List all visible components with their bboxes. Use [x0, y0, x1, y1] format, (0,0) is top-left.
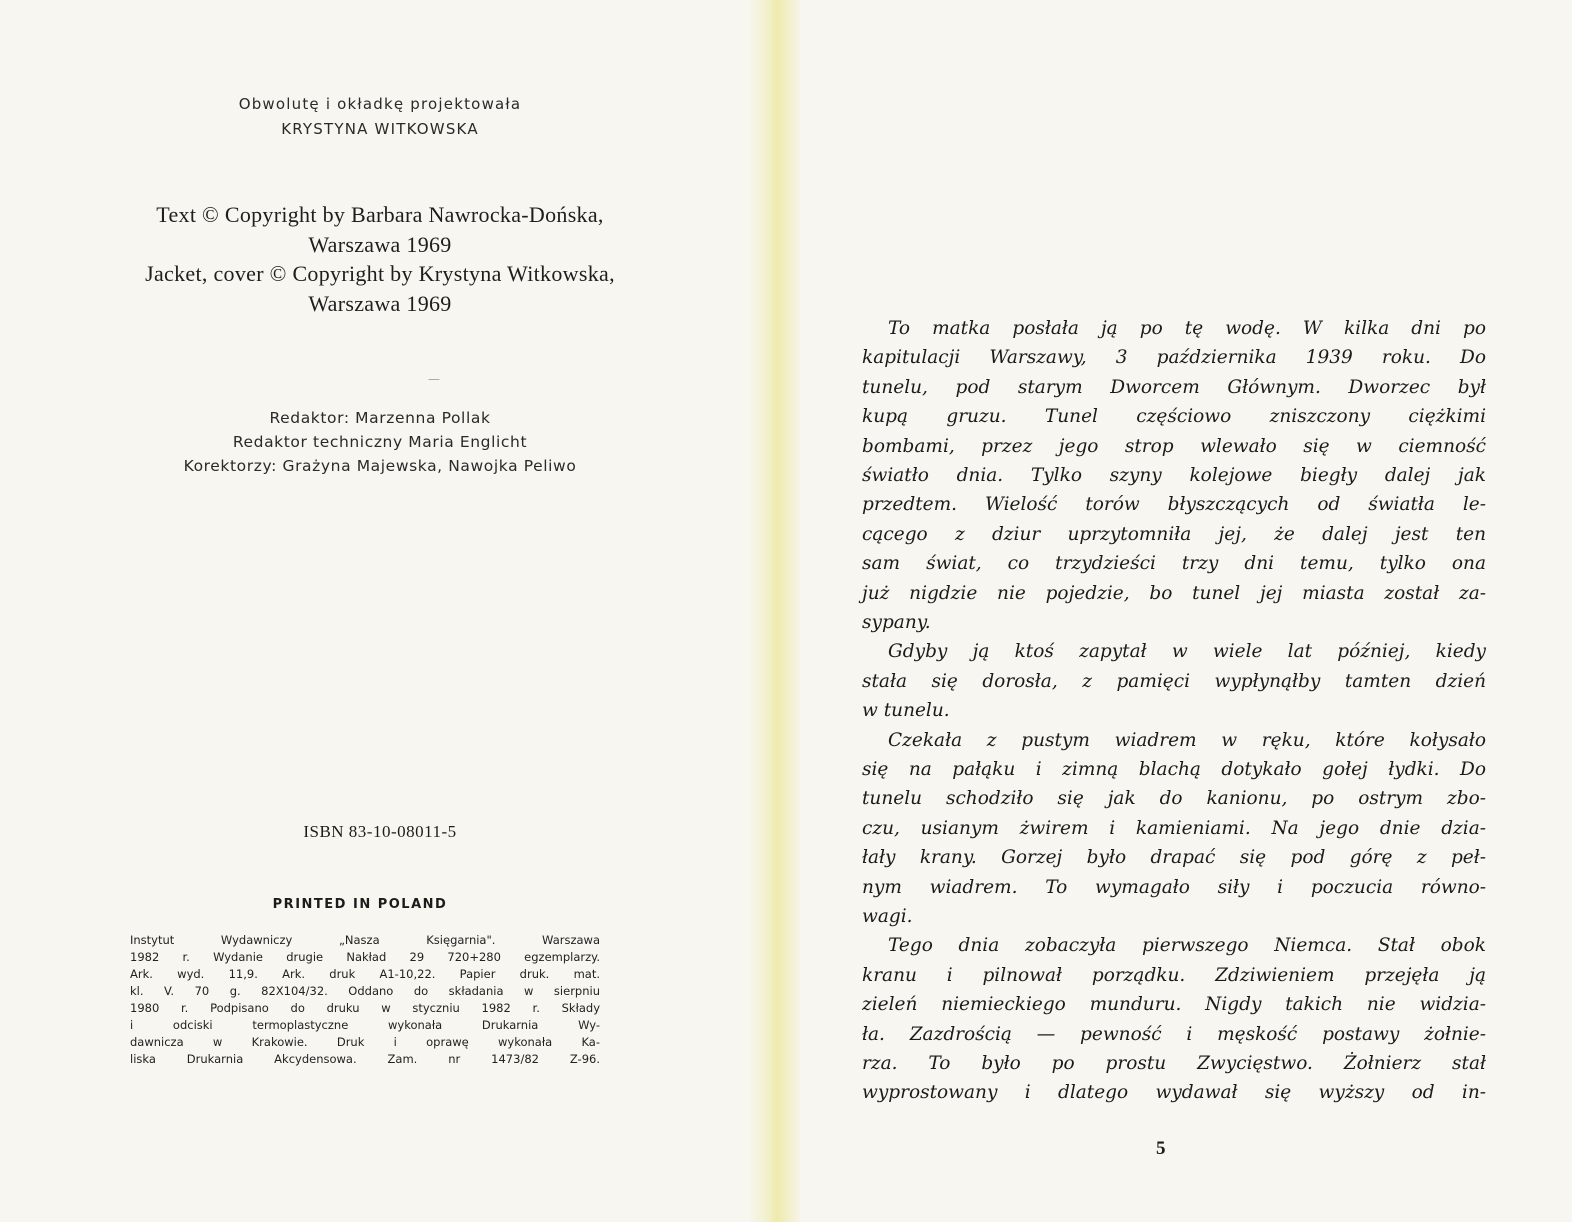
body-text-line: wyprostowany i dlatego wydawał się wyższy od in-: [862, 1082, 1486, 1103]
body-text-line: Gdyby ją ktoś zapytał w wiele lat później, kiedy: [888, 641, 1486, 662]
body-text-line: nym wiadrem. To wymagało siły i poczucia równo-: [862, 877, 1486, 898]
imprint-line: Ark. wyd. 11,9. Ark. druk A1-10,22. Papier druk. mat.: [130, 967, 600, 981]
copyright-line-2: Warszawa 1969: [308, 232, 452, 257]
text-page: [800, 0, 1572, 1222]
page-number: 5: [1156, 1138, 1166, 1159]
body-text-line: rza. To było po prostu Zwycięstwo. Żołnierz stał: [862, 1053, 1486, 1074]
body-text-line: kranu i pilnował porządku. Zdziwieniem przejęła ją: [862, 965, 1486, 986]
body-text-line: bombami, przez jego strop wlewało się w ciemność: [862, 436, 1486, 457]
body-text-line: stała się dorosła, z pamięci wypłynąłby tamten dzień: [862, 671, 1486, 692]
imprint-line: kl. V. 70 g. 82X104/32. Oddano do składania w sierpniu: [130, 984, 600, 998]
copyright-line-4: Warszawa 1969: [308, 291, 452, 316]
body-text-line: ła. Zazdrością — pewność i męskość postawy żołnie-: [862, 1024, 1486, 1045]
body-text-line: sam świat, co trzydzieści trzy dni temu, tylko ona: [862, 553, 1486, 574]
body-text-line: Czekała z pustym wiadrem w ręku, które kołysało: [888, 730, 1486, 751]
copyright-line-3: Jacket, cover © Copyright by Krystyna Witkowska,: [145, 261, 615, 286]
body-text-line: tunelu, pod starym Dworcem Głównym. Dworzec był: [862, 377, 1486, 398]
body-text-line: łały krany. Gorzej było drapać się pod górę z peł-: [862, 847, 1486, 868]
body-text-line: kapitulacji Warszawy, 3 października 1939 roku. Do: [862, 347, 1486, 368]
body-text-line: wagi.: [862, 906, 913, 927]
design-credit-line-1: Obwolutę i okładkę projektowała: [238, 95, 522, 113]
body-text-line: To matka posłała ją po tę wodę. W kilka dni po: [888, 318, 1486, 339]
body-text-line: tunelu schodziło się jak do kanionu, po ostrym zbo-: [862, 788, 1486, 809]
proofreaders-line: Korektorzy: Grażyna Majewska, Nawojka Peliwo: [183, 457, 577, 475]
imprint-line: dawnicza w Krakowie. Druk i oprawę wykonała Ka-: [130, 1035, 600, 1049]
copyright-line-1: Text © Copyright by Barbara Nawrocka-Dońska,: [156, 202, 604, 227]
body-text-line: Tego dnia zobaczyła pierwszego Niemca. Stał obok: [888, 935, 1486, 956]
imprint-line: 1982 r. Wydanie drugie Nakład 29 720+280 egzemplarzy.: [130, 950, 600, 964]
body-text-line: w tunelu.: [862, 700, 950, 721]
body-text-line: czu, usianym żwirem i kamieniami. Na jego dnie dzia-: [862, 818, 1486, 839]
body-text-line: kupą gruzu. Tunel częściowo zniszczony ciężkimi: [862, 406, 1486, 427]
imprint-line: 1980 r. Podpisano do druku w styczniu 1982 r. Składy: [130, 1001, 600, 1015]
body-text-line: się na pałąku i zimną blachą dotykało gołej łydki. Do: [862, 759, 1486, 780]
printed-in-label: PRINTED IN POLAND: [272, 897, 448, 912]
separator-mark: —: [428, 372, 440, 386]
isbn: ISBN 83-10-08011-5: [303, 822, 457, 841]
body-text-line: zieleń niemieckiego munduru. Nigdy takich nie widzia-: [862, 994, 1486, 1015]
body-text-line: sypany.: [862, 612, 931, 633]
design-credit-line-2: KRYSTYNA WITKOWSKA: [281, 120, 479, 138]
body-text-line: światło dnia. Tylko szyny kolejowe biegły dalej jak: [862, 465, 1486, 486]
body-text-line: przedtem. Wielość torów błyszczących od światła le-: [862, 494, 1486, 515]
editor-line: Redaktor: Marzenna Pollak: [269, 409, 491, 427]
imprint-line: liska Drukarnia Akcydensowa. Zam. nr 1473/82 Z-96.: [130, 1052, 600, 1066]
body-text-line: cącego z dziur uprzytomniła jej, że dalej jest ten: [862, 524, 1486, 545]
imprint-line: i odciski termoplastyczne wykonała Drukarnia Wy-: [130, 1018, 600, 1032]
technical-editor-line: Redaktor techniczny Maria Englicht: [232, 433, 528, 451]
copyright-page: [0, 0, 760, 1222]
imprint-line: Instytut Wydawniczy „Nasza Księgarnia". Warszawa: [130, 933, 600, 947]
body-text-line: już nigdzie nie pojedzie, bo tunel jej miasta został za-: [862, 583, 1486, 604]
